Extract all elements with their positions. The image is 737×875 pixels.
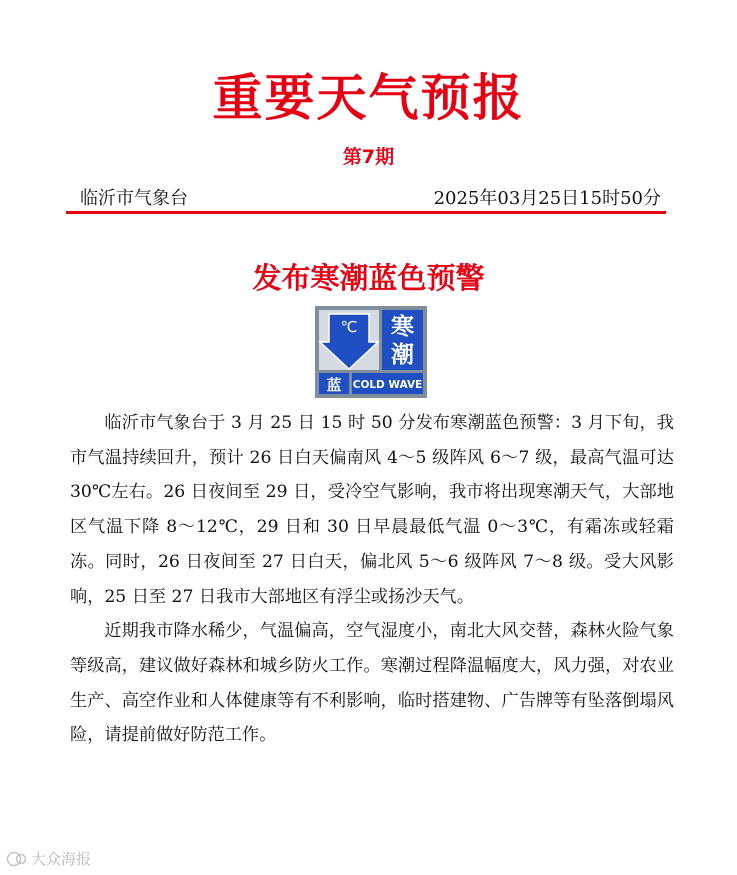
signal-type-char-2: 潮 — [391, 342, 414, 368]
body-paragraph-2: 近期我市降水稀少，气温偏高，空气湿度小，南北大风交替，森林火险气象等级高，建议做好森林和城乡防火工作。寒潮过程降温幅度大，风力强，对农业生产、高空作业和人体健康等有不利影响，临时搭建物、广告牌等有坠落倒塌风险，请提前做好防范工作。 — [70, 621, 674, 746]
signal-level-char: 蓝 — [326, 376, 342, 394]
celsius-symbol: ℃ — [340, 318, 358, 336]
header-divider — [66, 211, 666, 214]
issue-number: 第7期 — [342, 146, 395, 168]
cold-wave-blue-signal-icon — [315, 306, 427, 398]
issue-datetime: 2025年03月25日15时50分 — [433, 188, 661, 209]
source-watermark — [6, 848, 91, 869]
signal-type-char-1: 寒 — [391, 314, 414, 340]
watermark-logo-icon — [6, 851, 28, 867]
masthead-title: 重要天气预报 — [212, 69, 525, 127]
alert-title: 发布寒潮蓝色预警 — [252, 261, 485, 295]
watermark-text: 大众海报 — [31, 850, 92, 868]
issuer: 临沂市气象台 — [80, 188, 188, 209]
signal-english-label: COLD WAVE — [352, 379, 423, 391]
alert-body — [70, 406, 674, 753]
body-paragraph-1: 临沂市气象台于 3 月 25 日 15 时 50 分发布寒潮蓝色预警：3 月下旬，我市气温持续回升，预计 26 日白天偏南风 4～5 级阵风 6～7 级，最高气温可达 30℃左右。26 日夜间至 29 日，受冷空气影响，我市将出现寒潮天气，大部地区气温下降 8～12℃，29 日和 30 日早晨最低气温 0～3℃，有霜冻或轻霜冻。同时，26 日夜间至 27 日白天，偏北风 5～6 级阵风 7～8 级。受大风影响，25 日至 27 日我市大部地区有浮尘或扬沙天气。 — [70, 413, 674, 607]
